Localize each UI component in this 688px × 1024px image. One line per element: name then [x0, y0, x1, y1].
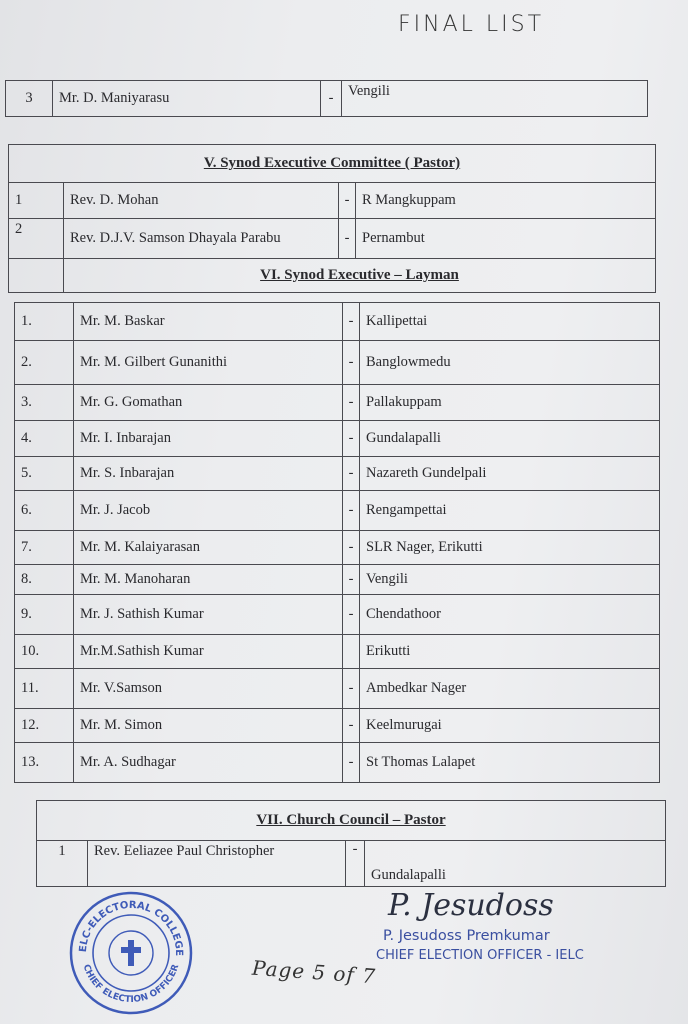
row-name: Mr. V.Samson — [74, 669, 343, 709]
table-row — [15, 491, 660, 531]
table-layman — [14, 302, 660, 783]
table-row — [15, 385, 660, 421]
row-name: Mr. G. Gomathan — [74, 385, 343, 421]
section-vii-title: VII. Church Council – Pastor — [37, 801, 666, 841]
row-place: St Thomas Lalapet — [360, 743, 660, 783]
table-synod — [8, 144, 656, 293]
row-dash: - — [343, 341, 360, 385]
row-number: 3 — [6, 81, 53, 117]
row-name: Mr. M. Manoharan — [74, 565, 343, 595]
row-dash: - — [343, 491, 360, 531]
row-name: Mr. S. Inbarajan — [74, 457, 343, 491]
row-dash: - — [343, 531, 360, 565]
row-place: Nazareth Gundelpali — [360, 457, 660, 491]
row-place: SLR Nager, Erikutti — [360, 531, 660, 565]
row-name: Mr. A. Sudhagar — [74, 743, 343, 783]
row-name: Mr. J. Jacob — [74, 491, 343, 531]
row-place: Vengili — [360, 565, 660, 595]
row-name: Mr. D. Maniyarasu — [53, 81, 321, 117]
row-name: Rev. Eeliazee Paul Christopher — [88, 841, 346, 887]
page-number-note: Page 5 of 7 — [251, 955, 377, 989]
row-number: 3. — [15, 385, 74, 421]
table-row — [15, 709, 660, 743]
row-name: Rev. D. Mohan — [64, 183, 339, 219]
row-number: 11. — [15, 669, 74, 709]
table-row — [15, 635, 660, 669]
row-number: 12. — [15, 709, 74, 743]
row-dash: - — [343, 457, 360, 491]
row-dash: - — [346, 841, 365, 887]
row-dash: - — [339, 219, 356, 259]
row-number: 1 — [9, 183, 64, 219]
table-row — [15, 669, 660, 709]
row-name: Mr. M. Baskar — [74, 303, 343, 341]
row-number: 6. — [15, 491, 74, 531]
row-place: Vengili — [342, 81, 648, 117]
row-dash — [343, 635, 360, 669]
row-name: Mr.M.Sathish Kumar — [74, 635, 343, 669]
section-vii-header-row — [37, 801, 666, 841]
row-name: Rev. D.J.V. Samson Dhayala Parabu — [64, 219, 339, 259]
table-row — [15, 565, 660, 595]
row-number: 1 — [37, 841, 88, 887]
row-number: 10. — [15, 635, 74, 669]
table-row — [15, 743, 660, 783]
row-name: Mr. M. Gilbert Gunanithi — [74, 341, 343, 385]
row-place: Keelmurugai — [360, 709, 660, 743]
table-row — [15, 303, 660, 341]
row-number: 5. — [15, 457, 74, 491]
signatory-name: P. Jesudoss Premkumar — [383, 928, 550, 944]
row-name: Mr. M. Kalaiyarasan — [74, 531, 343, 565]
row-number: 8. — [15, 565, 74, 595]
section-v-title: V. Synod Executive Committee ( Pastor) — [9, 145, 656, 183]
row-dash: - — [343, 385, 360, 421]
table-row — [15, 341, 660, 385]
electoral-college-stamp — [68, 890, 194, 1016]
row-dash: - — [321, 81, 342, 117]
row-dash: - — [343, 743, 360, 783]
table-row — [9, 183, 656, 219]
handwritten-signature: P. Jesudoss — [388, 888, 554, 923]
row-number: 2 — [9, 219, 64, 259]
row-name: Mr. M. Simon — [74, 709, 343, 743]
row-place: Pernambut — [356, 219, 656, 259]
row-name: Mr. I. Inbarajan — [74, 421, 343, 457]
table-row — [9, 219, 656, 259]
row-dash: - — [343, 709, 360, 743]
row-place: Banglowmedu — [360, 341, 660, 385]
row-dash: - — [343, 595, 360, 635]
row-place: Ambedkar Nager — [360, 669, 660, 709]
section-vi-title: VI. Synod Executive – Layman — [64, 259, 656, 293]
row-place: Kallipettai — [360, 303, 660, 341]
table-row — [37, 841, 666, 887]
stamp-top-text: ELC-ELECTORAL COLLEGE — [77, 899, 185, 957]
row-number: 7. — [15, 531, 74, 565]
row-dash: - — [339, 183, 356, 219]
table-church-council — [36, 800, 666, 887]
row-place: R Mangkuppam — [356, 183, 656, 219]
section-v-header-row — [9, 145, 656, 183]
row-place: Gundalapalli — [365, 841, 666, 887]
row-dash: - — [343, 421, 360, 457]
table-row — [6, 81, 648, 117]
row-number: 2. — [15, 341, 74, 385]
table-top — [5, 80, 648, 117]
table-row — [15, 421, 660, 457]
row-place: Rengampettai — [360, 491, 660, 531]
row-number: 4. — [15, 421, 74, 457]
stamp-bottom-text: CHIEF ELECTION OFFICER — [80, 963, 182, 1006]
row-number: 1. — [15, 303, 74, 341]
row-place: Erikutti — [360, 635, 660, 669]
row-place: Gundalapalli — [360, 421, 660, 457]
row-dash: - — [343, 303, 360, 341]
table-row — [15, 595, 660, 635]
row-number: 13. — [15, 743, 74, 783]
row-dash: - — [343, 669, 360, 709]
table-row — [15, 531, 660, 565]
row-place: Pallakuppam — [360, 385, 660, 421]
signatory-role: CHIEF ELECTION OFFICER - IELC — [376, 948, 584, 963]
table-row — [15, 457, 660, 491]
row-name: Mr. J. Sathish Kumar — [74, 595, 343, 635]
row-dash: - — [343, 565, 360, 595]
section-vi-header-row — [9, 259, 656, 293]
final-list-note: FINAL LIST — [398, 12, 545, 37]
row-place: Chendathoor — [360, 595, 660, 635]
row-number: 9. — [15, 595, 74, 635]
